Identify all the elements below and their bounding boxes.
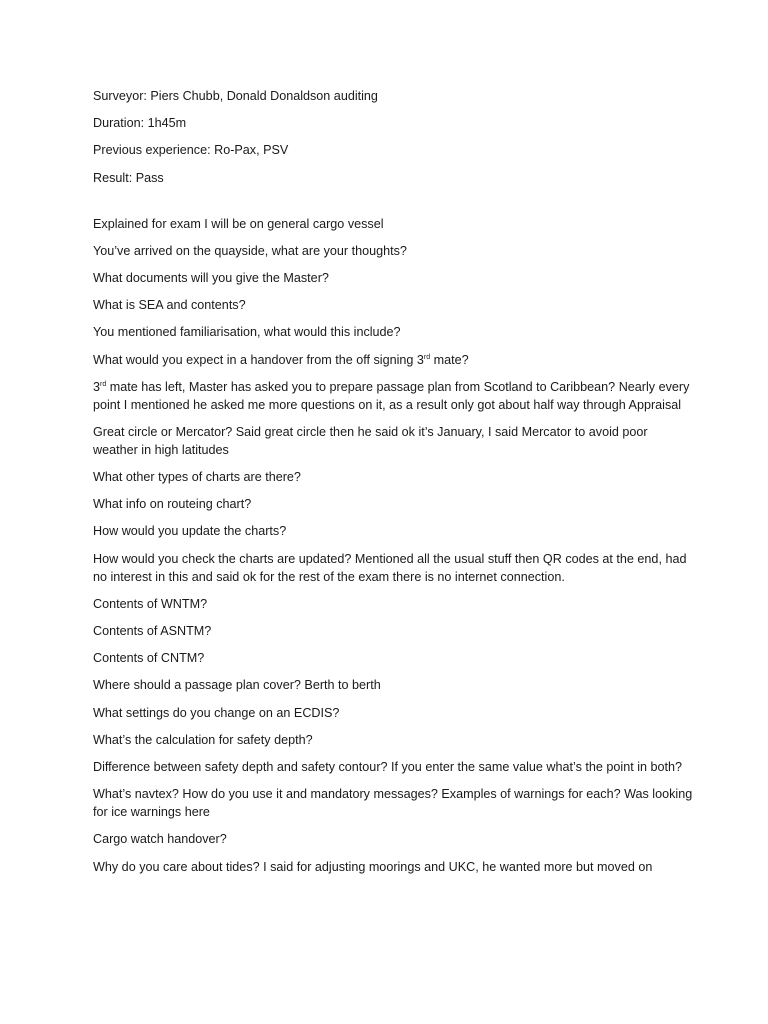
paragraph: How would you check the charts are updated? Mentioned all the usual stuff then QR codes at the end, had no interest in this and said ok for the rest of the exam there is no internet connection. — [93, 551, 687, 584]
paragraph: Why do you care about tides? I said for adjusting moorings and UKC, he wanted more but moved on — [93, 859, 653, 874]
text-run: mate has left, Master has asked you to prepare passage plan from Scotland to Caribbean? Nearly every point I mentioned he asked me more questions on it, as a result only got about half way through Appraisal — [93, 379, 690, 412]
paragraph: Where should a passage plan cover? Berth to berth — [93, 678, 381, 693]
paragraph: Difference between safety depth and safety contour? If you enter the same value what’s the point in both? — [93, 759, 683, 774]
paragraph: You’ve arrived on the quayside, what are your thoughts? — [93, 243, 407, 258]
paragraph: Contents of ASNTM? — [93, 624, 212, 638]
text-run: 3 — [93, 379, 101, 394]
paragraph: Contents of CNTM? — [93, 651, 205, 666]
paragraph: What’s the calculation for safety depth? — [93, 732, 313, 747]
exam-summary — [93, 87, 693, 187]
paragraph: What info on routeing chart? — [93, 497, 252, 512]
text-run: mate? — [430, 352, 469, 367]
paragraph: What other types of charts are there? — [93, 470, 301, 485]
paragraph: Explained for exam I will be on general cargo vessel — [93, 216, 384, 231]
document-page — [93, 87, 693, 885]
paragraph: Cargo watch handover? — [93, 832, 227, 847]
paragraph: What’s navtex? How do you use it and mandatory messages? Examples of warnings for each? Was looking for ice warnings here — [93, 787, 693, 820]
paragraph: You mentioned familiarisation, what would this include? — [93, 325, 401, 340]
surveyor-line: Surveyor: Piers Chubb, Donald Donaldson auditing — [93, 89, 378, 103]
paragraph: Contents of WNTM? — [93, 596, 208, 611]
paragraph: What settings do you change on an ECDIS? — [93, 705, 340, 720]
paragraph: What is SEA and contents? — [93, 298, 246, 313]
paragraph: Great circle or Mercator? Said great circle then he said ok it’s January, I said Mercator to avoid poor weather in high latitudes — [93, 424, 648, 457]
previous-experience-line: Previous experience: Ro-Pax, PSV — [93, 143, 289, 158]
paragraph-handover — [93, 351, 693, 369]
text-run: What would you expect in a handover from the off signing 3 — [93, 352, 424, 367]
paragraph-passage-plan — [93, 378, 693, 414]
paragraph: What documents will you give the Master? — [93, 270, 329, 285]
duration-line: Duration: 1h45m — [93, 116, 187, 131]
exam-questions — [93, 215, 693, 876]
paragraph: How would you update the charts? — [93, 524, 287, 539]
superscript: rd — [100, 380, 107, 388]
result-line: Result: Pass — [93, 170, 164, 185]
superscript: rd — [423, 353, 431, 361]
